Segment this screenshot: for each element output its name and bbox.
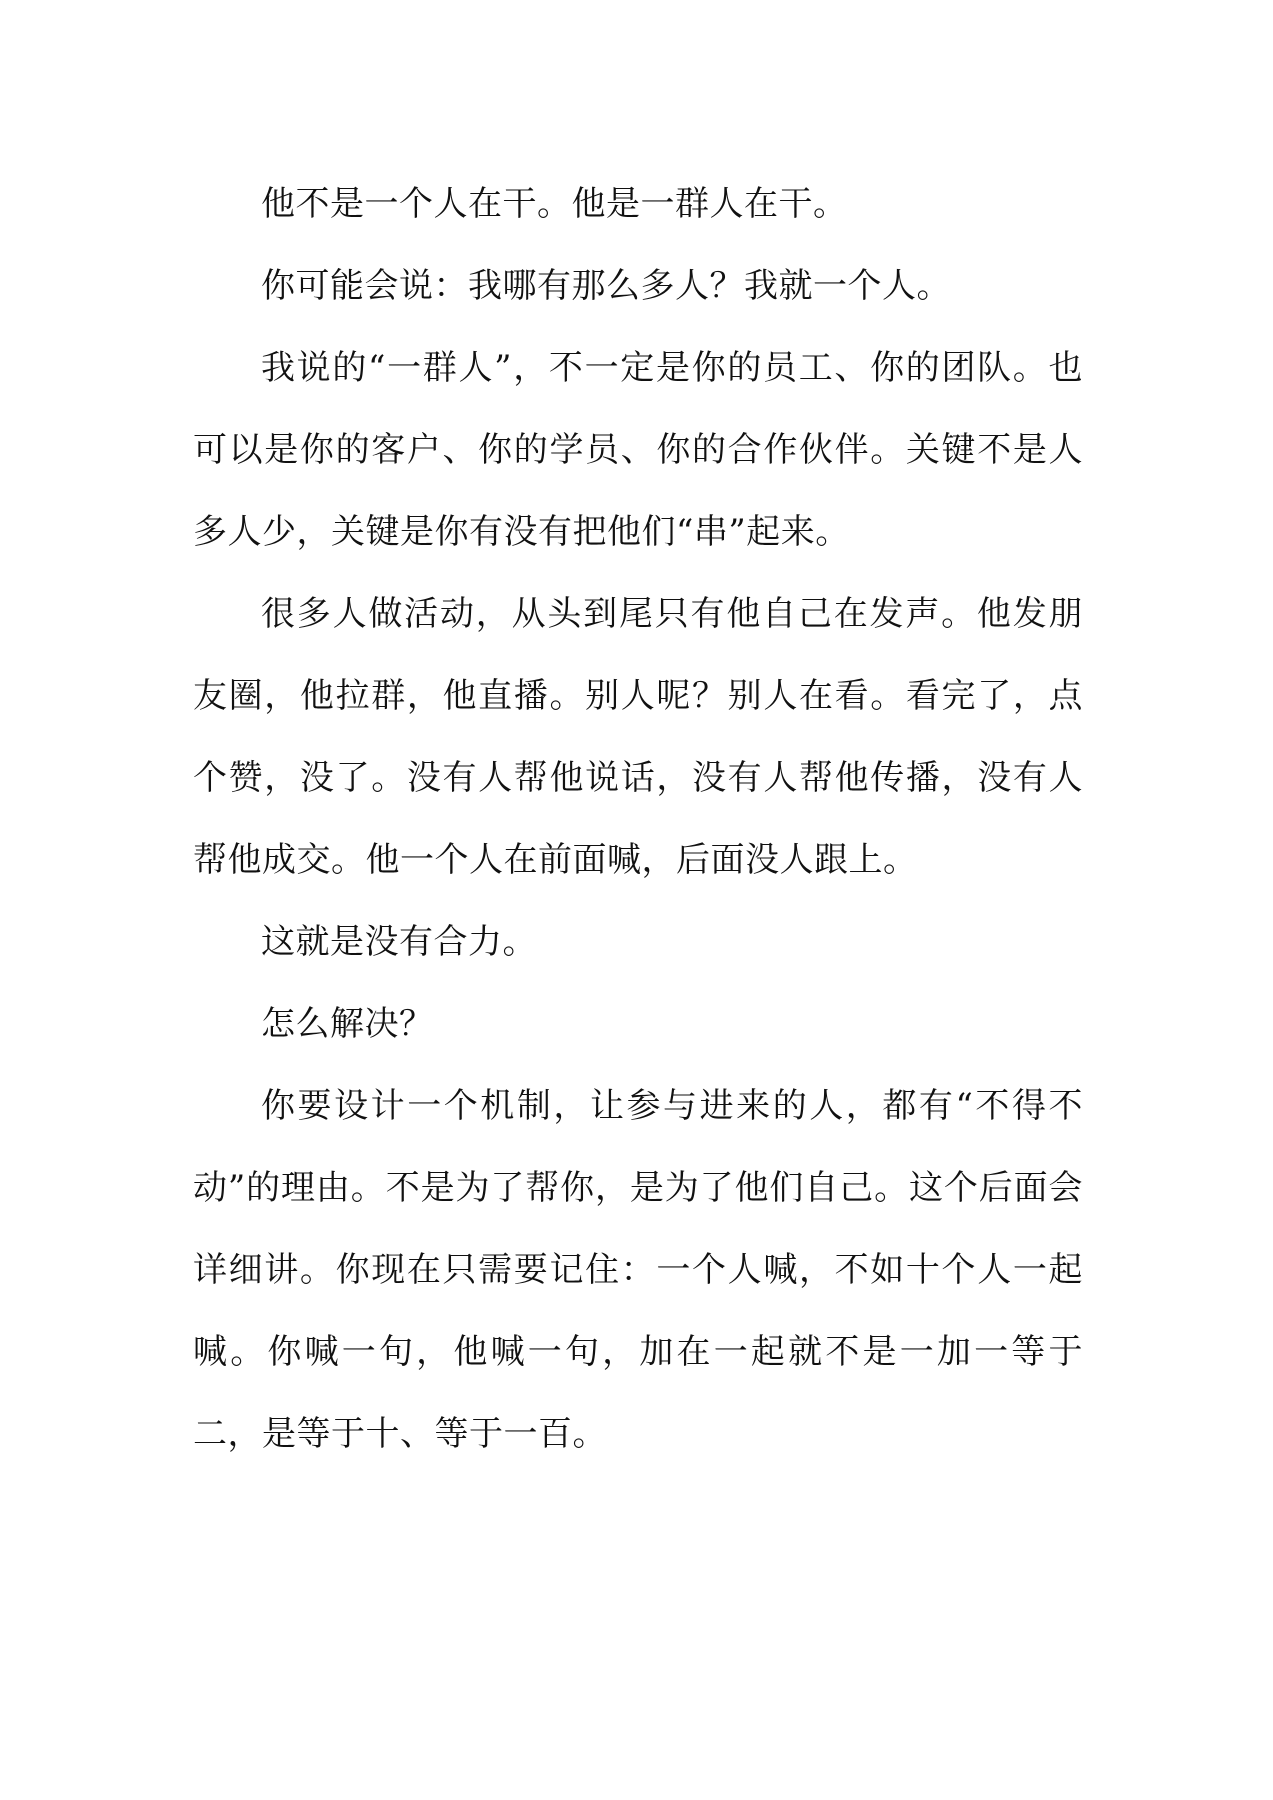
paragraph: 他不是一个人在干。他是一群人在干。 [261,184,848,224]
paragraph: 你要设计一个机制，让参与进来的人，都有“不得不动”的理由。不是为了帮你，是为了他们自己。这个后面会详细讲。你现在只需要记住：一个人喊，不如十个人一起喊。你喊一句，他喊一句，加在一起就不是一加一等于二，是等于十、等于一百。 [193,1086,1083,1454]
paragraph: 很多人做活动，从头到尾只有他自己在发声。他发朋友圈，他拉群，他直播。别人呢？别人在看。看完了，点个赞，没了。没有人帮他说话，没有人帮他传播，没有人帮他成交。他一个人在前面喊，后面没人跟上。 [193,594,1083,880]
paragraph: 怎么解决？ [261,1004,434,1044]
paragraph: 我说的“一群人”，不一定是你的员工、你的团队。也可以是你的客户、你的学员、你的合作伙伴。关键不是人多人少，关键是你有没有把他们“串”起来。 [193,348,1083,552]
body-text [193,163,1083,1475]
paragraph: 你可能会说：我哪有那么多人？我就一个人。 [261,266,951,306]
paragraph: 这就是没有合力。 [261,922,537,962]
